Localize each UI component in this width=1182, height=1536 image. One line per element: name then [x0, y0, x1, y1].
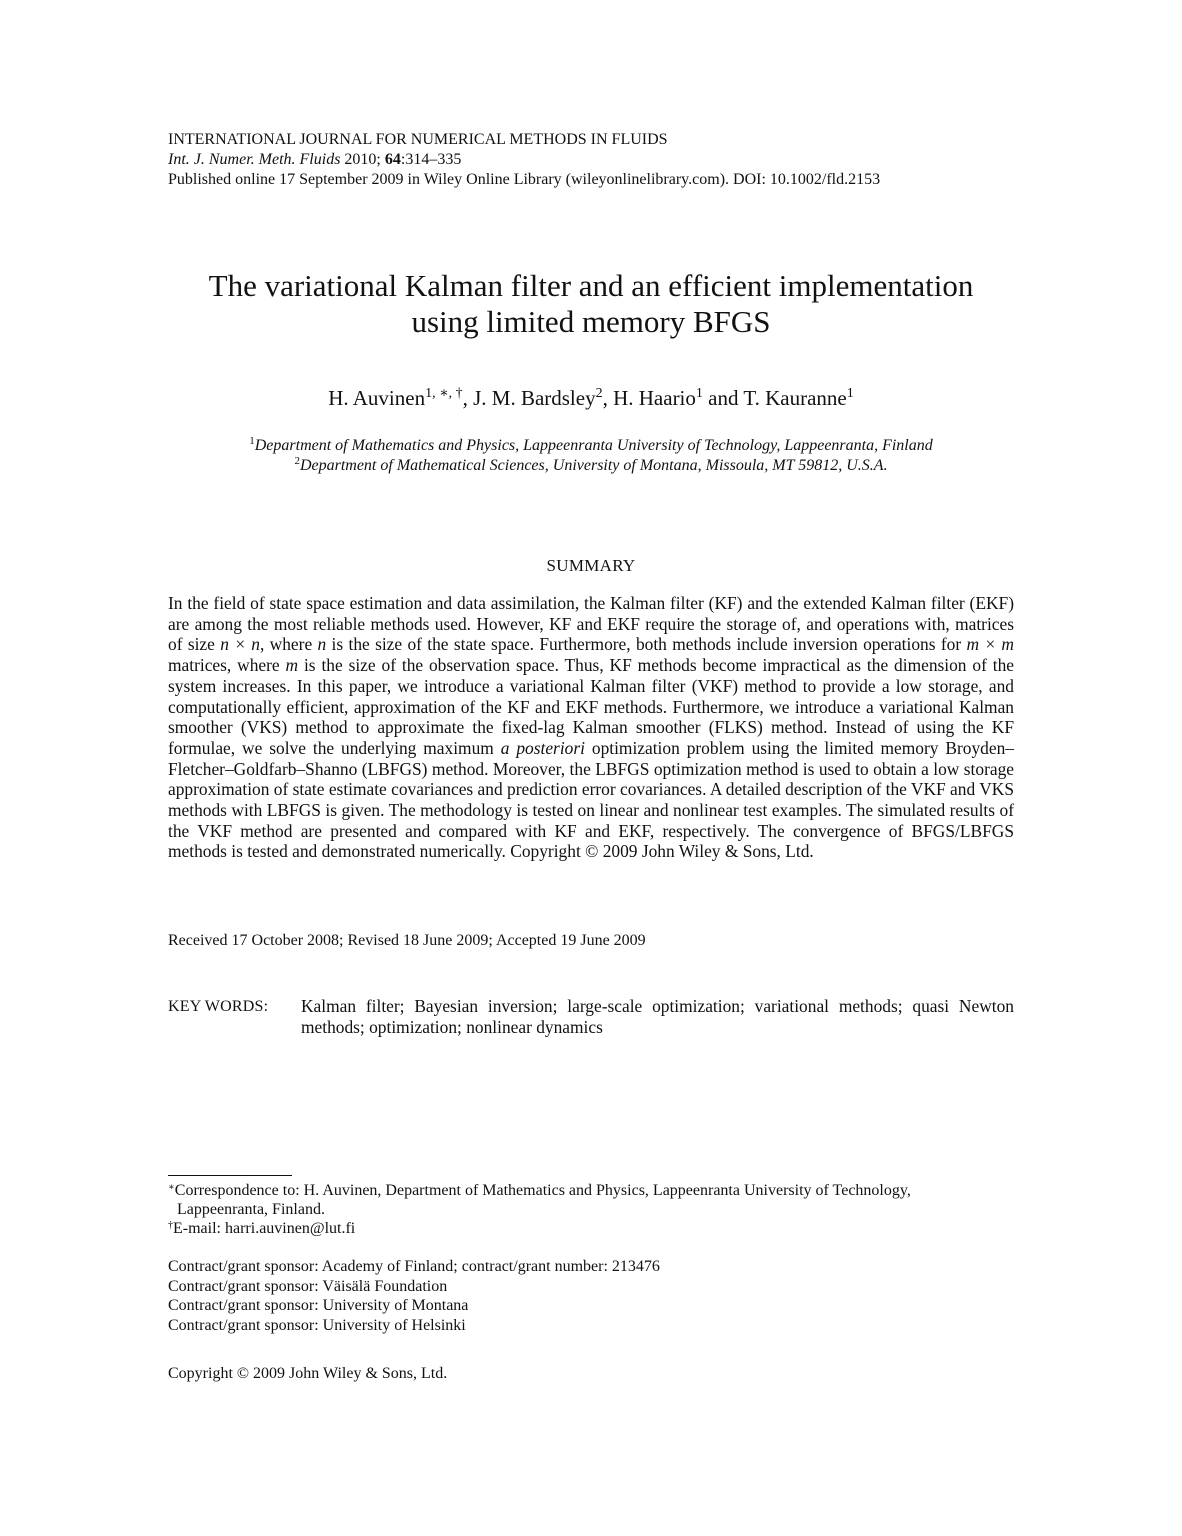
summary-text-4: matrices, where	[168, 655, 286, 676]
journal-name: INTERNATIONAL JOURNAL FOR NUMERICAL METHODS IN FLUIDS	[168, 131, 668, 148]
summary-body	[168, 593, 1014, 862]
summary-math-mxm: m × m	[966, 634, 1014, 655]
correspondence-continuation: Lappeenranta, Finland.	[177, 1201, 325, 1218]
paper-title	[168, 268, 1014, 340]
journal-header	[168, 130, 880, 190]
keywords-text: Kalman filter; Bayesian inversion; large-scale optimization; variational methods; quasi Newton methods; optimization; nonlinear dynamics	[301, 996, 1014, 1037]
grant-sponsor-1: Contract/grant sponsor: Academy of Finland; contract/grant number: 213476	[168, 1258, 660, 1275]
email-mark: †	[168, 1220, 173, 1231]
summary-text-6: optimization problem using the limited memory Broyden–Fletcher–Goldfarb–Shanno (LBFGS) method. Moreover, the LBFGS optimization method is used to obtain a low storage approximation of state estimate covariances and prediction error covariances. A detailed description of the VKF and VKS methods with LBFGS is given. The methodology is tested on linear and nonlinear test examples. The simulated results of the VKF method are presented and compared with KF and EKF, respectively. The convergence of BFGS/LBFGS methods is tested and demonstrated numerically. Copyright © 2009 John Wiley & Sons, Ltd.	[168, 737, 1014, 862]
summary-text-2: , where	[260, 634, 318, 655]
summary-math-m: m	[285, 655, 299, 676]
author-4-marks: 1	[846, 386, 854, 401]
title-line-1: The variational Kalman filter and an efficient implementation	[208, 268, 974, 303]
citation-volume: 64	[384, 151, 401, 168]
affiliation-1-mark: 1	[249, 435, 255, 447]
correspondence-footnote	[168, 1181, 1014, 1200]
correspondence-text: Correspondence to: H. Auvinen, Department of Mathematics and Physics, Lappeenranta University of Technology,	[174, 1182, 911, 1199]
summary-text-5: is the size of the observation space. Thus, KF methods become impractical as the dimension of the system increases. In this paper, we introduce a variational Kalman filter (VKF) method to provide a low storage, and computationally efficient, approximation of the KF and EKF methods. Furthermore, we introduce a variational Kalman smoother (VKS) method to approximate the fixed-lag Kalman smoother (FLKS) method. Instead of using the KF formulae, we solve the underlying maximum	[168, 655, 1014, 758]
citation-journal: Int. J. Numer. Meth. Fluids	[168, 151, 341, 168]
email-footnote	[168, 1219, 1014, 1238]
summary-math-nxn: n × n	[220, 634, 260, 655]
affiliation-1	[168, 436, 1014, 456]
author-2: , J. M. Bardsley	[462, 386, 596, 410]
author-list	[168, 385, 1014, 411]
grant-sponsor-3: Contract/grant sponsor: University of Montana	[168, 1297, 469, 1314]
affiliation-1-text: Department of Mathematics and Physics, Lappeenranta University of Technology, Lappeenranta, Finland	[254, 437, 933, 454]
grant-sponsors	[168, 1257, 660, 1335]
citation-pages: :314–335	[400, 151, 462, 168]
title-line-2: using limited memory BFGS	[411, 304, 771, 339]
correspondence-mark: ∗	[168, 1182, 175, 1193]
summary-math-n: n	[317, 634, 327, 655]
citation-line	[168, 150, 880, 170]
received-dates: Received 17 October 2008; Revised 18 June 2009; Accepted 19 June 2009	[168, 932, 646, 949]
affiliations	[168, 436, 1014, 476]
keywords	[168, 996, 1014, 1038]
author-1-marks: 1, ∗, †	[425, 386, 463, 401]
affiliation-2-text: Department of Mathematical Sciences, University of Montana, Missoula, MT 59812, U.S.A.	[299, 457, 888, 474]
copyright-notice: Copyright © 2009 John Wiley & Sons, Ltd.	[168, 1365, 448, 1382]
email-text[interactable]: E-mail: harri.auvinen@lut.fi	[173, 1220, 356, 1237]
keywords-label: KEY WORDS:	[168, 998, 269, 1015]
author-3: , H. Haario	[602, 386, 696, 410]
author-4: and T. Kauranne	[702, 386, 847, 410]
summary-italic-posteriori: a posteriori	[500, 737, 585, 758]
footnote-rule	[168, 1175, 292, 1176]
affiliation-2-mark: 2	[294, 455, 300, 467]
summary-heading: SUMMARY	[546, 556, 636, 575]
grant-sponsor-4: Contract/grant sponsor: University of Helsinki	[168, 1316, 466, 1334]
author-3-marks: 1	[695, 386, 703, 401]
summary-text-3: is the size of the state space. Furthermore, both methods include inversion operations for	[326, 634, 967, 655]
author-2-marks: 2	[595, 386, 603, 401]
affiliation-2	[168, 456, 1014, 476]
citation-year: 2010;	[344, 151, 381, 168]
author-1: H. Auvinen	[328, 386, 426, 410]
summary-text-1: In the field of state space estimation and data assimilation, the Kalman filter (KF) and the extended Kalman filter (EKF) are among the most reliable methods used. However, KF and EKF require the storage of, and operations with, matrices of size	[168, 593, 1014, 655]
grant-sponsor-2: Contract/grant sponsor: Väisälä Foundation	[168, 1277, 448, 1295]
footnotes	[168, 1181, 1014, 1238]
publication-info: Published online 17 September 2009 in Wiley Online Library (wileyonlinelibrary.com). DOI: 10.1002/fld.2153	[168, 171, 881, 188]
